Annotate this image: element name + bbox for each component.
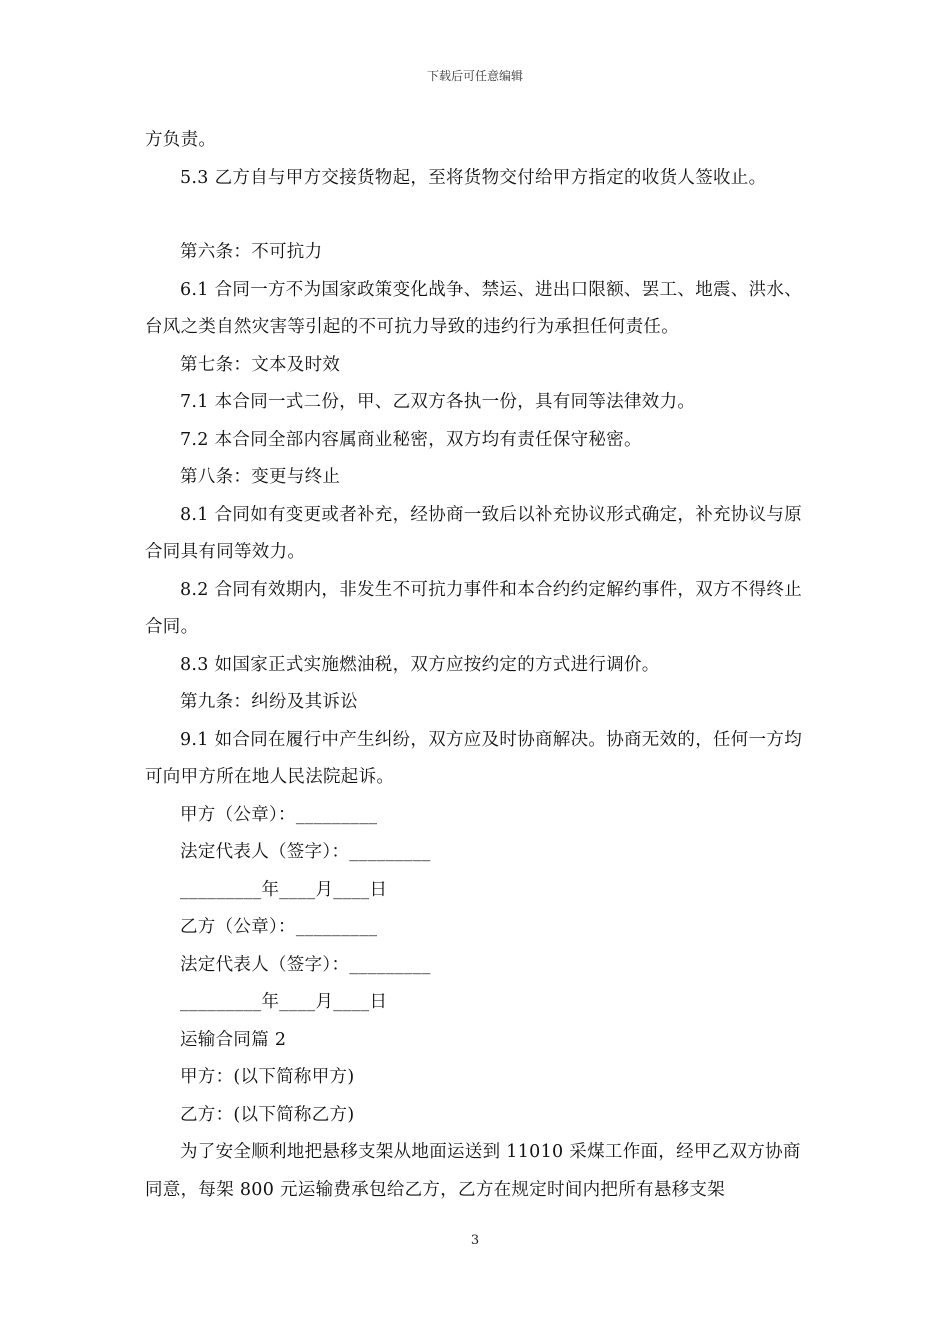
paragraph: 9.1 如合同在履行中产生纠纷，双方应及时协商解决。协商无效的，任何一方均可向甲方所在地人民法院起诉。 bbox=[145, 729, 802, 787]
paragraph: 方负责。 bbox=[145, 130, 217, 150]
section-heading: 第六条：不可抗力 bbox=[180, 242, 323, 262]
section-title: 运输合同篇 2 bbox=[180, 1029, 287, 1050]
paragraph: 6.1 合同一方不为国家政策变化战争、禁运、进出口限额、罢工、地震、洪水、台风之类自然灾害等引起的不可抗力导致的违约行为承担任何责任。 bbox=[145, 279, 802, 337]
party-a-line: 甲方：(以下简称甲方) bbox=[180, 1067, 355, 1087]
signature-line-party-a: 甲方（公章）：_________ bbox=[180, 804, 378, 825]
signature-date-line: _________年____月____日 bbox=[180, 992, 388, 1012]
signature-line-representative: 法定代表人（签字）：_________ bbox=[180, 842, 431, 862]
paragraph: 8.3 如国家正式实施燃油税，双方应按约定的方式进行调价。 bbox=[180, 654, 660, 675]
section-heading: 第八条：变更与终止 bbox=[180, 467, 341, 487]
party-b-line: 乙方：(以下简称乙方) bbox=[180, 1104, 355, 1125]
paragraph: 为了安全顺利地把悬移支架从地面运送到 11010 采煤工作面，经甲乙双方协商同意，每架 800 元运输费承包给乙方，乙方在规定时间内把所有悬移支架 bbox=[145, 1142, 801, 1200]
paragraph: 7.2 本合同全部内容属商业秘密，双方均有责任保守秘密。 bbox=[180, 429, 642, 450]
section-heading: 第七条：文本及时效 bbox=[180, 354, 341, 375]
blank-line bbox=[145, 197, 815, 234]
page-header: 下载后可任意编辑 bbox=[426, 69, 523, 83]
page-number: 3 bbox=[470, 1233, 480, 1248]
paragraph: 7.1 本合同一式二份，甲、乙双方各执一份，具有同等法律效力。 bbox=[180, 392, 696, 412]
signature-line-representative: 法定代表人（签字）：_________ bbox=[180, 954, 431, 975]
document-body bbox=[145, 122, 815, 1209]
paragraph: 8.1 合同如有变更或者补充，经协商一致后以补充协议形式确定，补充协议与原合同具有同等效力。 bbox=[145, 504, 802, 562]
signature-line-party-b: 乙方（公章）：_________ bbox=[180, 917, 378, 937]
section-heading: 第九条：纠纷及其诉讼 bbox=[180, 692, 358, 712]
signature-date-line: _________年____月____日 bbox=[180, 879, 388, 900]
paragraph: 5.3 乙方自与甲方交接货物起，至将货物交付给甲方指定的收货人签收止。 bbox=[180, 167, 767, 188]
paragraph: 8.2 合同有效期内，非发生不可抗力事件和本合约约定解约事件，双方不得终止合同。 bbox=[145, 579, 802, 637]
